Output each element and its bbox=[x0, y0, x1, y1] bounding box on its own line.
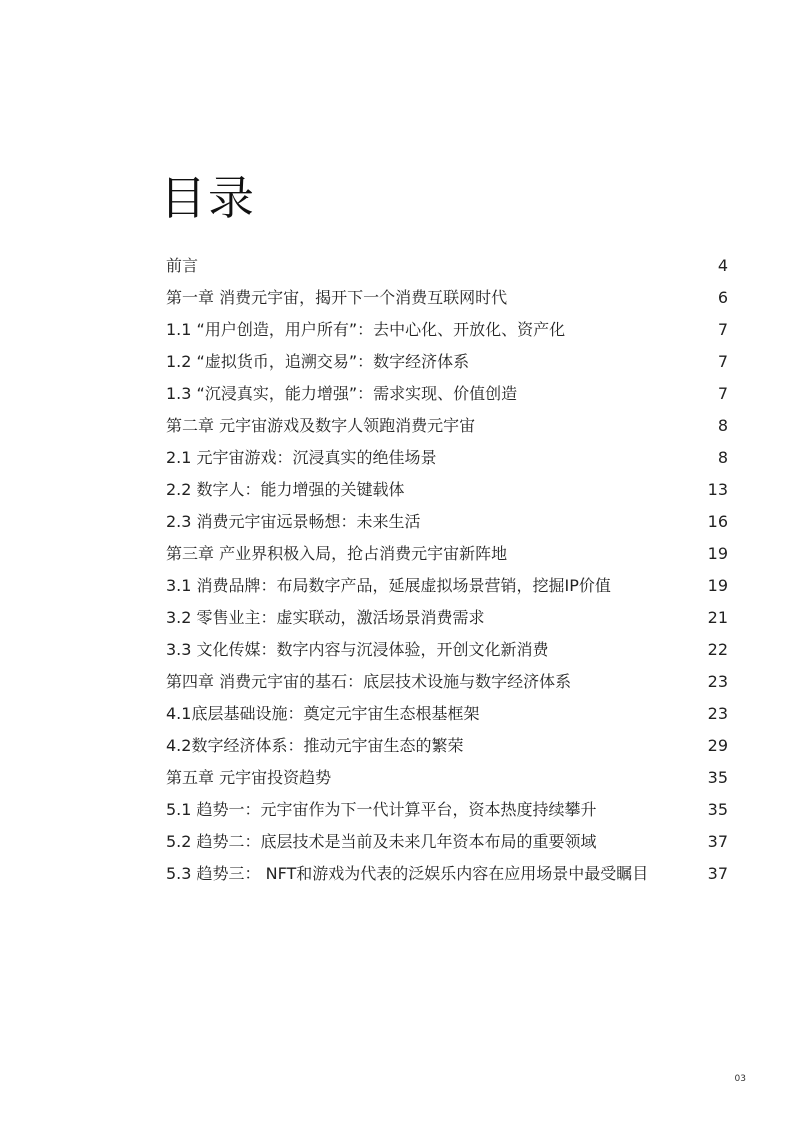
page-number: 03 bbox=[734, 1074, 746, 1084]
toc-entry-label: 5.3 趋势三： NFT和游戏为代表的泛娱乐内容在应用场景中最受瞩目 bbox=[166, 864, 649, 883]
toc-entry-label: 第四章 消费元宇宙的基石：底层技术设施与数字经济体系 bbox=[166, 672, 572, 691]
toc-entry-1-3[interactable] bbox=[166, 378, 728, 410]
toc-entry-page: 21 bbox=[707, 608, 728, 627]
toc-entry-page: 23 bbox=[707, 672, 728, 691]
toc-entry-page: 6 bbox=[717, 288, 728, 307]
toc-entry-4-2[interactable] bbox=[166, 730, 728, 762]
toc-entry-page: 37 bbox=[707, 864, 728, 883]
toc-entry-chapter-2[interactable] bbox=[166, 410, 728, 442]
toc-entry-preface[interactable] bbox=[166, 250, 728, 282]
page-title: 目录 bbox=[160, 171, 256, 225]
toc-entry-label: 第二章 元宇宙游戏及数字人领跑消费元宇宙 bbox=[166, 416, 476, 435]
toc-entry-label: 4.2数字经济体系：推动元宇宙生态的繁荣 bbox=[166, 736, 464, 755]
toc-entry-1-2[interactable] bbox=[166, 346, 728, 378]
toc-entry-3-1[interactable] bbox=[166, 570, 728, 602]
toc-entry-label: 第五章 元宇宙投资趋势 bbox=[166, 768, 332, 787]
toc-entry-page: 7 bbox=[717, 352, 728, 371]
table-of-contents bbox=[166, 250, 728, 890]
toc-entry-3-3[interactable] bbox=[166, 634, 728, 666]
toc-entry-label: 1.2 “虚拟货币，追溯交易”：数字经济体系 bbox=[166, 352, 470, 371]
toc-entry-label: 3.2 零售业主：虚实联动，激活场景消费需求 bbox=[166, 608, 485, 627]
toc-entry-label: 5.1 趋势一：元宇宙作为下一代计算平台，资本热度持续攀升 bbox=[166, 800, 597, 819]
toc-entry-page: 23 bbox=[707, 704, 728, 723]
toc-entry-2-2[interactable] bbox=[166, 474, 728, 506]
toc-entry-label: 第一章 消费元宇宙，揭开下一个消费互联网时代 bbox=[166, 288, 508, 307]
toc-entry-2-1[interactable] bbox=[166, 442, 728, 474]
toc-entry-chapter-4[interactable] bbox=[166, 666, 728, 698]
toc-entry-page: 37 bbox=[707, 832, 728, 851]
toc-entry-label: 4.1底层基础设施：奠定元宇宙生态根基框架 bbox=[166, 704, 480, 723]
toc-entry-page: 29 bbox=[707, 736, 728, 755]
toc-entry-page: 7 bbox=[717, 384, 728, 403]
toc-entry-page: 35 bbox=[707, 768, 728, 787]
toc-entry-label: 1.3 “沉浸真实，能力增强”：需求实现、价值创造 bbox=[166, 384, 518, 403]
toc-entry-chapter-5[interactable] bbox=[166, 762, 728, 794]
toc-entry-1-1[interactable] bbox=[166, 314, 728, 346]
toc-entry-page: 13 bbox=[707, 480, 728, 499]
toc-entry-page: 19 bbox=[707, 576, 728, 595]
toc-entry-label: 2.1 元宇宙游戏：沉浸真实的绝佳场景 bbox=[166, 448, 437, 467]
toc-entry-label: 5.2 趋势二：底层技术是当前及未来几年资本布局的重要领域 bbox=[166, 832, 597, 851]
toc-entry-5-2[interactable] bbox=[166, 826, 728, 858]
toc-entry-chapter-3[interactable] bbox=[166, 538, 728, 570]
toc-entry-5-1[interactable] bbox=[166, 794, 728, 826]
toc-entry-4-1[interactable] bbox=[166, 698, 728, 730]
toc-entry-5-3[interactable] bbox=[166, 858, 728, 890]
toc-entry-2-3[interactable] bbox=[166, 506, 728, 538]
toc-entry-label: 前言 bbox=[166, 256, 199, 275]
toc-entry-label: 3.1 消费品牌：布局数字产品，延展虚拟场景营销，挖掘IP价值 bbox=[166, 576, 611, 595]
toc-entry-label: 2.2 数字人：能力增强的关键载体 bbox=[166, 480, 405, 499]
toc-entry-page: 8 bbox=[717, 448, 728, 467]
toc-entry-label: 3.3 文化传媒：数字内容与沉浸体验，开创文化新消费 bbox=[166, 640, 549, 659]
toc-entry-page: 16 bbox=[707, 512, 728, 531]
toc-entry-page: 4 bbox=[717, 256, 728, 275]
toc-entry-page: 35 bbox=[707, 800, 728, 819]
toc-entry-page: 8 bbox=[717, 416, 728, 435]
toc-entry-page: 19 bbox=[707, 544, 728, 563]
toc-entry-label: 2.3 消费元宇宙远景畅想：未来生活 bbox=[166, 512, 421, 531]
toc-entry-chapter-1[interactable] bbox=[166, 282, 728, 314]
toc-entry-label: 1.1 “用户创造，用户所有”：去中心化、开放化、资产化 bbox=[166, 320, 566, 339]
toc-entry-label: 第三章 产业界积极入局，抢占消费元宇宙新阵地 bbox=[166, 544, 508, 563]
toc-entry-page: 22 bbox=[707, 640, 728, 659]
toc-entry-3-2[interactable] bbox=[166, 602, 728, 634]
toc-entry-page: 7 bbox=[717, 320, 728, 339]
